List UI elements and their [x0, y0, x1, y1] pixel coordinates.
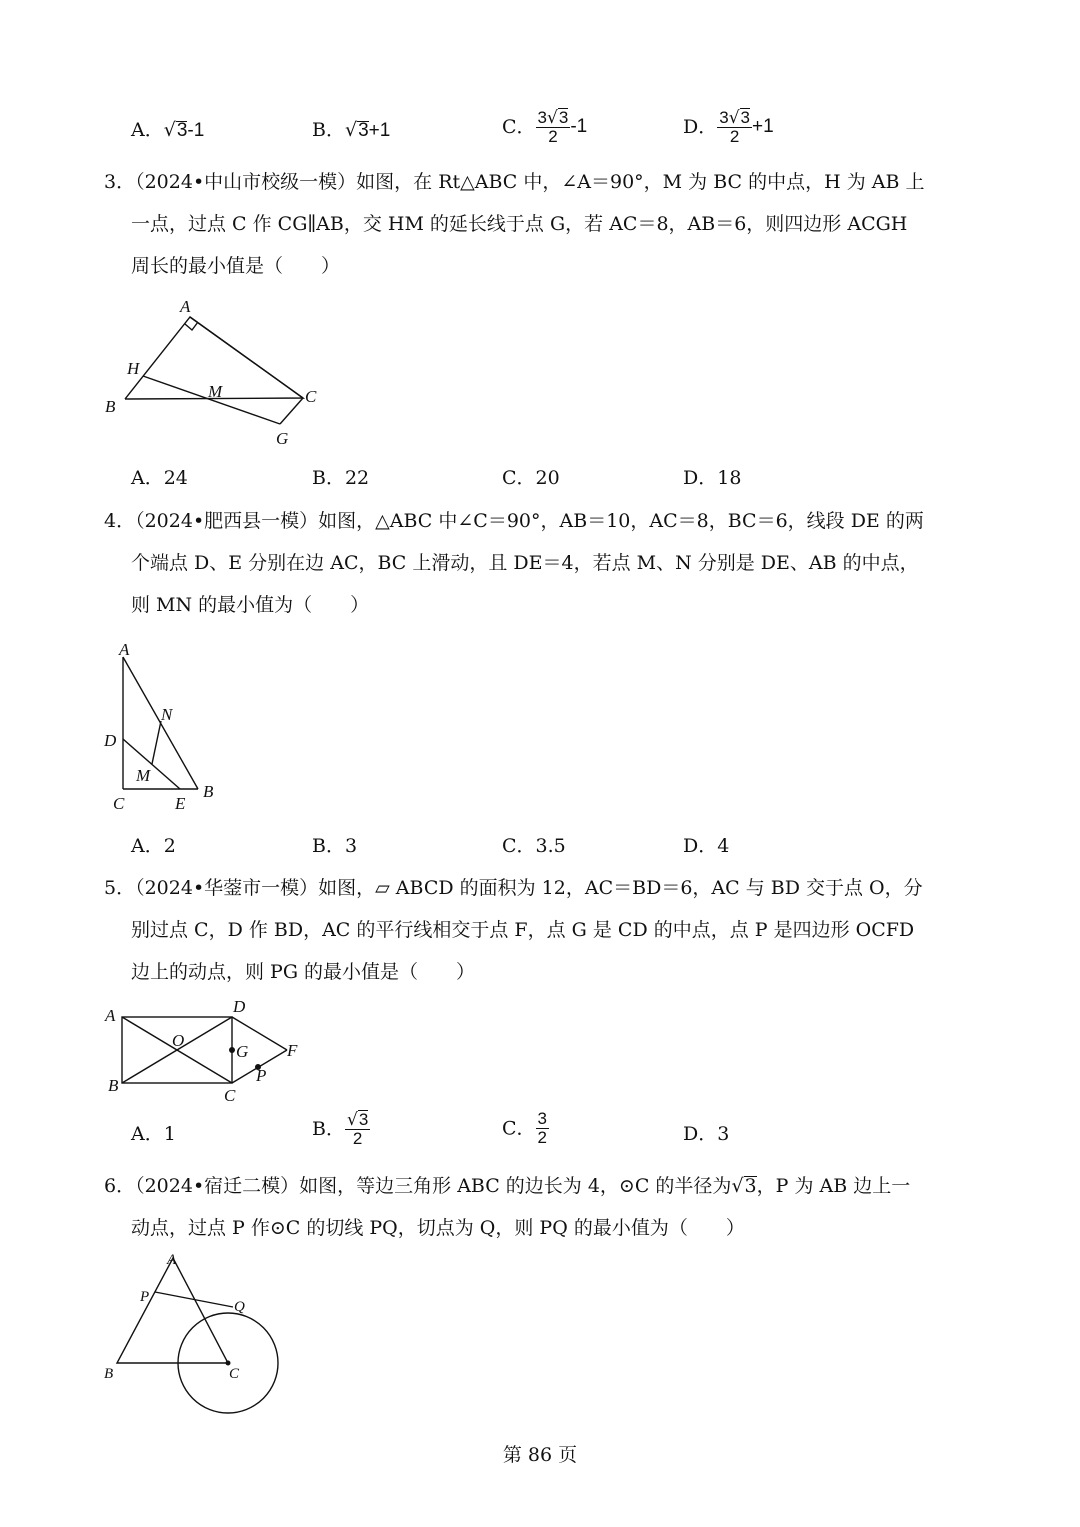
q5-option-b: B． $\frac{√3}{2}$ [312, 1110, 369, 1148]
q5-label-g: G [236, 1042, 249, 1061]
option-label: B． [312, 119, 345, 141]
q4-label-d: D [104, 731, 117, 750]
q2-option-d: D． $\frac{3√3}{2}$ +1 [683, 108, 774, 146]
q6-text-line-1: 6．（2024•宿迁二模）如图，等边三角形 ABC 的边长为 4，⊙C 的半径为√3，P 为 AB 边上一 [104, 1175, 911, 1197]
denominator: 2 [729, 127, 740, 146]
q4-option-c: C．3.5 [502, 835, 566, 857]
coefficient: 3 [719, 108, 729, 127]
q3-text-line-3: 周长的最小值是（ ） [131, 255, 341, 277]
option-tail: +1 [752, 116, 774, 137]
q3-label-g: G [276, 429, 289, 448]
q3-label-m: M [208, 382, 223, 401]
denominator: 2 [548, 127, 558, 146]
coefficient: 3 [537, 108, 548, 127]
q4-text-line-2: 个端点 D、E 分别在边 AC，BC 上滑动，且 DE＝4，若点 M、N 分别是 DE、AB 的中点， [131, 552, 919, 574]
q4-label-m: M [136, 766, 151, 785]
q6-figure [95, 1245, 295, 1420]
q4-label-a: A [119, 640, 130, 659]
q4-text-line-1: 4．（2024•肥西县一模）如图，△ABC 中∠C＝90°，AB＝10，AC＝8，BC＝6，线段 DE 的两 [104, 510, 924, 532]
q4-label-e: E [175, 794, 186, 813]
q6-radicand: 3 [744, 1175, 757, 1197]
option-label: C． [502, 116, 536, 138]
q4-text-line-3: 则 MN 的最小值为（ ） [131, 594, 370, 616]
denominator: 2 [352, 1129, 363, 1148]
q4-figure [95, 635, 230, 820]
q3-option-d: D．18 [683, 467, 742, 489]
q3-label-b: B [105, 397, 116, 416]
q2-option-c: C． $\frac{3√3}{2}$ -1 [502, 108, 588, 146]
page-number: 第 86 页 [502, 1444, 578, 1466]
option-tail: -1 [187, 120, 205, 141]
q6-label-b: B [104, 1366, 114, 1382]
radicand: 3 [358, 120, 369, 141]
q5-label-c: C [224, 1086, 236, 1105]
q3-option-c: C．20 [502, 467, 560, 489]
radicand: 3 [558, 108, 569, 127]
q6-text-part-a: 6．（2024•宿迁二模）如图，等边三角形 ABC 的边长为 4，⊙C 的半径为 [104, 1175, 732, 1197]
q3-label-h: H [127, 359, 140, 378]
q2-option-b: B．√3+1 [312, 119, 391, 141]
radicand: 3 [740, 108, 751, 127]
q4-option-b: B．3 [312, 835, 358, 857]
radicand: 3 [358, 1110, 369, 1129]
q3-text-line-1: 3．（2024•中山市校级一模）如图，在 Rt△ABC 中，∠A＝90°，M 为 BC 的中点，H 为 AB 上 [104, 171, 925, 193]
option-label: C． [502, 1117, 536, 1140]
q6-text-part-b: ，P 为 AB 边上一 [756, 1175, 911, 1197]
q6-label-a: A [167, 1252, 177, 1268]
q6-label-p: P [140, 1289, 150, 1305]
numerator: 3 [537, 1109, 548, 1128]
q4-option-d: D．4 [683, 835, 730, 857]
q5-label-b: B [108, 1076, 119, 1095]
q5-option-a: A．1 [131, 1123, 176, 1145]
option-label: B． [312, 1118, 345, 1140]
q5-text-line-1: 5．（2024•华蓥市一模）如图，▱ ABCD 的面积为 12，AC＝BD＝6，AC 与 BD 交于点 O，分 [104, 877, 923, 899]
q5-figure [95, 995, 315, 1107]
q6-text-line-2: 动点，过点 P 作⊙C 的切线 PQ，切点为 Q，则 PQ 的最小值为（ ） [131, 1217, 745, 1239]
q5-label-p: P [256, 1066, 267, 1085]
option-tail: -1 [570, 116, 588, 137]
option-label: D． [683, 116, 718, 138]
q6-label-q: Q [234, 1299, 245, 1315]
q4-option-a: A．2 [131, 835, 176, 857]
q5-label-d: D [233, 997, 246, 1016]
q4-label-n: N [161, 705, 173, 724]
q5-option-d: D．3 [683, 1123, 730, 1145]
denominator: 2 [537, 1128, 548, 1147]
radicand: 3 [176, 120, 188, 141]
q2-option-a: A．√3-1 [131, 119, 205, 141]
q3-label-a: A [180, 297, 191, 316]
q3-label-c: C [305, 387, 317, 406]
q4-label-b: B [203, 782, 214, 801]
q5-text-line-3: 边上的动点，则 PG 的最小值是（ ） [131, 961, 476, 983]
q4-label-c: C [113, 794, 125, 813]
q3-figure [95, 292, 340, 452]
q3-text-line-2: 一点，过点 C 作 CG∥AB，交 HM 的延长线于点 G，若 AC＝8，AB＝6，则四边形 ACGH [131, 213, 908, 235]
q3-option-b: B．22 [312, 467, 370, 489]
option-label: A． [131, 119, 164, 141]
q5-label-f: F [287, 1041, 298, 1060]
q3-option-a: A．24 [131, 467, 188, 489]
q5-text-line-2: 别过点 C，D 作 BD，AC 的平行线相交于点 F，点 G 是 CD 的中点，点 P 是四边形 OCFD [131, 919, 915, 941]
q6-label-c: C [229, 1366, 240, 1382]
q5-label-a: A [105, 1006, 116, 1025]
q5-label-o: O [172, 1031, 185, 1050]
q5-option-c [502, 1110, 549, 1147]
option-tail: +1 [368, 120, 391, 141]
